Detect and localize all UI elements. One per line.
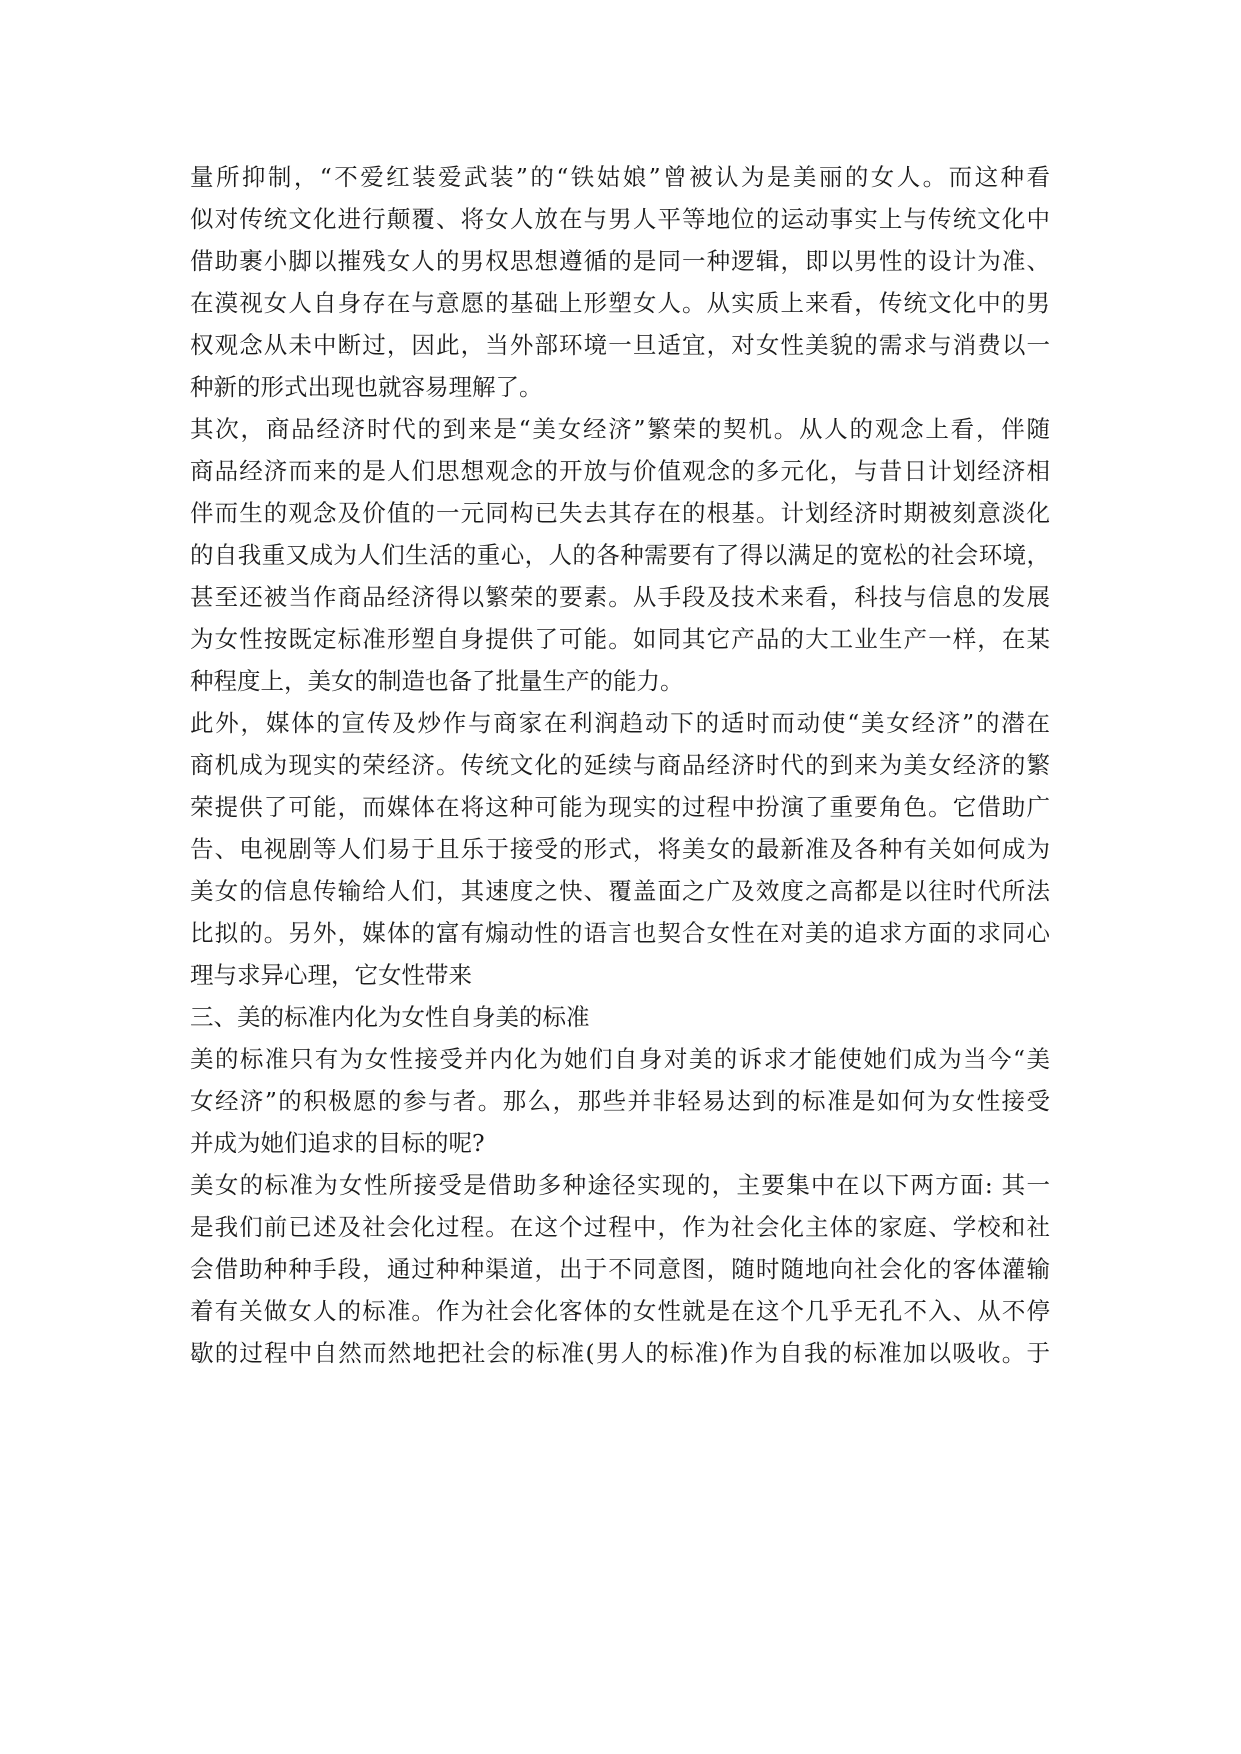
text-line: 量所抑制，“不爱红装爱武装”的“铁姑娘”曾被认为是美丽的女人。而这种看 [190, 163, 1050, 191]
text-line: 并成为她们追求的目标的呢? [190, 1129, 485, 1157]
text-line: 荣提供了可能，而媒体在将这种可能为现实的过程中扮演了重要角色。它借助广 [190, 793, 1050, 821]
text-line: 借助裹小脚以摧残女人的男权思想遵循的是同一种逻辑，即以男性的设计为准、 [190, 247, 1050, 275]
text-line: 美女的标准为女性所接受是借助多种途径实现的，主要集中在以下两方面: 其一 [190, 1171, 1050, 1199]
text-line: 着有关做女人的标准。作为社会化客体的女性就是在这个几乎无孔不入、从不停 [190, 1297, 1050, 1325]
text-line: 的自我重又成为人们生活的重心，人的各种需要有了得以满足的宽松的社会环境， [190, 541, 1050, 569]
text-line: 会借助种种手段，通过种种渠道，出于不同意图，随时随地向社会化的客体灌输 [190, 1255, 1050, 1283]
text-line: 种程度上，美女的制造也备了批量生产的能力。 [190, 667, 684, 695]
text-line: 其次，商品经济时代的到来是“美女经济”繁荣的契机。从人的观念上看，伴随 [190, 415, 1050, 443]
text-line: 伴而生的观念及价值的一元同构已失去其存在的根基。计划经济时期被刻意淡化 [190, 499, 1050, 527]
text-line: 在漠视女人自身存在与意愿的基础上形塑女人。从实质上来看，传统文化中的男 [190, 289, 1050, 317]
text-line: 理与求异心理，它女性带来 [190, 961, 472, 989]
text-line: 美的标准只有为女性接受并内化为她们自身对美的诉求才能使她们成为当今“美 [190, 1045, 1050, 1073]
text-line: 似对传统文化进行颠覆、将女人放在与男人平等地位的运动事实上与传统文化中 [190, 205, 1050, 233]
section-heading: 三、美的标准内化为女性自身美的标准 [190, 1003, 590, 1031]
text-line: 此外，媒体的宣传及炒作与商家在利润趋动下的适时而动使“美女经济”的潜在 [190, 709, 1050, 737]
text-line: 商机成为现实的荣经济。传统文化的延续与商品经济时代的到来为美女经济的繁 [190, 751, 1050, 779]
text-line: 女经济”的积极愿的参与者。那么，那些并非轻易达到的标准是如何为女性接受 [190, 1087, 1050, 1115]
text-line: 美女的信息传输给人们，其速度之快、覆盖面之广及效度之高都是以往时代所法 [190, 877, 1050, 905]
text-line: 比拟的。另外，媒体的富有煽动性的语言也契合女性在对美的追求方面的求同心 [190, 919, 1050, 947]
text-line: 甚至还被当作商品经济得以繁荣的要素。从手段及技术来看，科技与信息的发展 [190, 583, 1050, 611]
text-line: 告、电视剧等人们易于且乐于接受的形式，将美女的最新准及各种有关如何成为 [190, 835, 1050, 863]
body-text [190, 156, 1050, 1374]
text-line: 权观念从未中断过，因此，当外部环境一旦适宜，对女性美貌的需求与消费以一 [190, 331, 1050, 359]
text-line: 种新的形式出现也就容易理解了。 [190, 373, 543, 401]
text-line: 是我们前已述及社会化过程。在这个过程中，作为社会化主体的家庭、学校和社 [190, 1213, 1050, 1241]
text-line: 商品经济而来的是人们思想观念的开放与价值观念的多元化，与昔日计划经济相 [190, 457, 1050, 485]
text-line: 歇的过程中自然而然地把社会的标准(男人的标准)作为自我的标准加以吸收。于 [190, 1339, 1050, 1367]
text-line: 为女性按既定标准形塑自身提供了可能。如同其它产品的大工业生产一样，在某 [190, 625, 1050, 653]
